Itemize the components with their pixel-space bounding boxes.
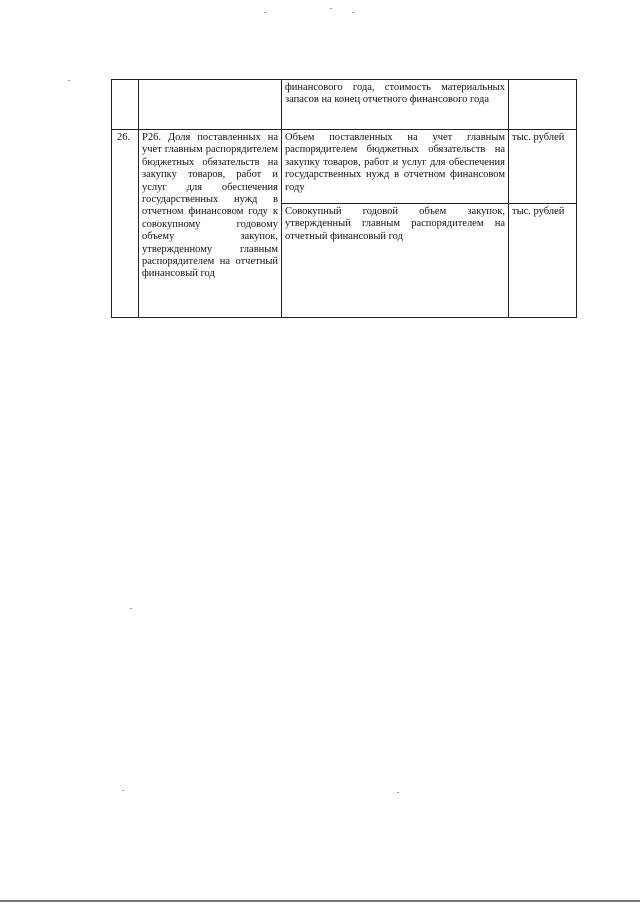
indicator-table bbox=[111, 79, 577, 318]
page-bottom-edge bbox=[0, 900, 640, 902]
unit-cell: тыс. рублей bbox=[509, 204, 577, 318]
description-cell: Объем поставленных на учет главным распорядителем бюджетных обязательств на закупку товаров, работ и услуг для обеспечения государственных нужд в отчетном финансовом году bbox=[282, 130, 509, 204]
unit-cell: тыс. рублей bbox=[509, 130, 577, 204]
scan-speck bbox=[130, 608, 132, 609]
table-row bbox=[112, 80, 577, 130]
unit-cell bbox=[509, 80, 577, 130]
row-number-cell bbox=[112, 80, 139, 130]
scan-speck bbox=[122, 790, 124, 791]
scan-speck bbox=[68, 80, 70, 81]
description-cell: Совокупный годовой объем закупок, утвержденный главным распорядителем на отчетный финансовый год bbox=[282, 204, 509, 318]
row-number-cell: 26. bbox=[112, 130, 139, 318]
indicator-cell bbox=[139, 80, 282, 130]
scan-speck bbox=[397, 792, 399, 793]
indicator-cell: Р26. Доля поставленных на учет главным распорядителем бюджетных обязательств на закупку товаров, работ и услуг для обеспечения государственных нужд в отчетном финансовом году к совокупному годовому объему закупок, утвержденному главным распорядителем на отчетный финансовый год bbox=[139, 130, 282, 318]
scan-speck bbox=[264, 12, 266, 13]
description-cell: финансового года, стоимость материальных запасов на конец отчетного финансового года bbox=[282, 80, 509, 130]
scan-speck bbox=[352, 12, 354, 13]
scan-speck bbox=[330, 8, 332, 9]
table-row bbox=[112, 130, 577, 204]
